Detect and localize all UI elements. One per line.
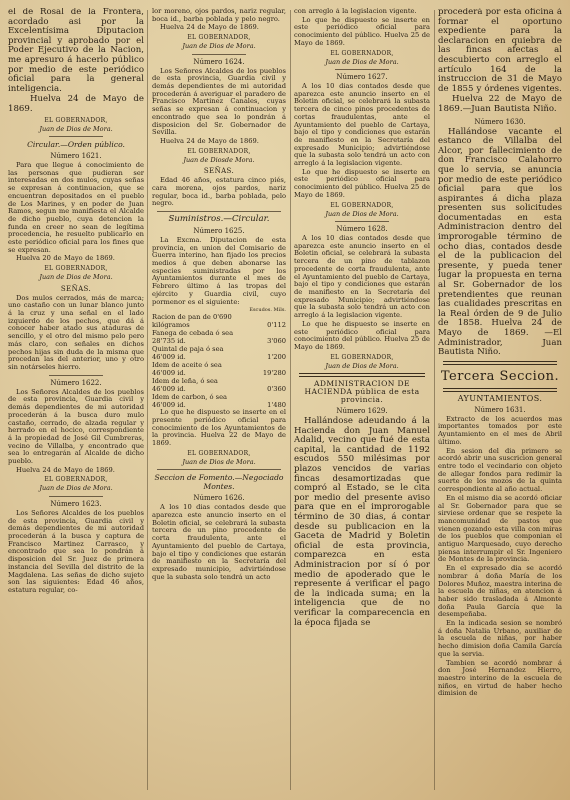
column-3 <box>294 8 430 792</box>
price-row: Idem de leña, ó sea <box>152 377 218 386</box>
date-line: Huelva 20 de Mayo de 1869. <box>16 254 115 263</box>
column-1 <box>8 8 144 792</box>
notice-body: A los 10 dias contados desde que aparezca este anuncio inserto en el Boletin oficial, se celebrará la subasta tercera de un pino de tablazon procedente de corta fraudulenta, ante el Ayuntamiento del pueblo de Cartaya, bajo el tipo y condiciones que estarán de manifiesto en la Secretaría del expresado Municipio; advirtiéndose que la subasta solo tendrá un acto con arreglo á la legislacion vigente. <box>294 234 430 320</box>
date-line: Huelva 24 de Mayo de 1869. <box>16 465 115 474</box>
notice-number: Número 1630. <box>474 117 526 126</box>
price-row: Fanega de cebada ó sea <box>152 329 234 338</box>
notice-body: Extracto de los acuerdos mas importantes tomados por este Ayuntamiento en el mes de Abril último. <box>438 414 562 446</box>
signature-title: EL GOBERNADOR, <box>44 476 108 484</box>
section-heading: AYUNTAMIENTOS. <box>457 393 543 403</box>
price-row: Quintal de paja ó sea <box>152 345 224 354</box>
column-2 <box>152 8 286 792</box>
price-row: Racion de pan de 0'690 <box>152 313 232 322</box>
signature-title: EL GOBERNADOR, <box>330 49 394 57</box>
intro-paragraph: el de Rosal de la Frontera, acordado asi por la Excelentísima Diputacion provincial y aprobado por el Poder Ejecutivo de la Nacion, me apresuro á hacerlo público por medio de este periódico oficial para la general inteligencia. <box>8 8 144 94</box>
notice-number: Número 1631. <box>474 405 526 414</box>
divider <box>49 375 103 376</box>
section-heading: Suministros.—Circular. <box>168 213 270 224</box>
notice-body: En la indicada sesion se nombró á doña Natalia Urbano, auxiliar de la escuela de niñas, por haber hecho dimision doña Camila García que la servia. <box>438 619 562 658</box>
notice-body: Lo que he dispuesto se inserte en este periódico oficial para conocimiento del público. Huelva 25 de Mayo de 1869. <box>294 167 430 199</box>
signature-title: EL GOBERNADOR, <box>44 265 108 273</box>
divider <box>49 136 103 137</box>
signature-name: Juan de Dios de Mora. <box>182 42 256 51</box>
date-line: Huelva 24 de Mayo de 1869. <box>160 23 259 32</box>
signature-name: Juan de Dios de Mora. <box>182 457 256 466</box>
date-line: Huelva 24 de Mayo de 1869. <box>160 136 259 145</box>
divider <box>335 69 389 70</box>
price-row: 28'735 id. 3'060 <box>152 337 286 346</box>
price-row: 46'009 id. 0'360 <box>152 385 286 394</box>
signature-title: EL GOBERNADOR, <box>187 449 251 457</box>
notice-body: Para que llegue á conocimiento de las personas que pudieran ser interesadas en dos mulos, cuyas señas se expresan á continuacion, que se encuentran depositados en el pueblo de Los Marines, y en poder de Juan Ramos, segun me manifiesta el Alcalde de dicho pueblo, cuya detencion la funda en creer no sean de legítima procedencia, he resuelto publicarlo en este periódico oficial para los fines que se expresan. <box>8 161 144 254</box>
signature-name: Juan de Dios de Mora. <box>39 124 113 133</box>
signature-title: EL GOBERNADOR, <box>187 147 251 155</box>
section-heading: ADMINISTRACION DE HACIENDA pública de esta provincia. <box>304 379 420 405</box>
divider <box>192 54 246 55</box>
notice-body: Los Señores Alcaldes de los pueblos de esta provincia, Guardia civil y demás dependientes de mi autoridad procederán á averiguar el paradero de Francisco Martinez Canales, cuyas señas se expresan á continuacion y encontrado que sea lo pondrán á disposicion del Sr. Gobernador de Sevilla. <box>152 66 286 137</box>
column-divider <box>434 10 435 790</box>
notice-body: Los Señores Alcaldes de los pueblos de esta provincia, Guardia civil y demás dependientes de mi autoridad procederán á la busca y captura de Francisco Martinez Carrasco, y encontrado que sea lo pondrán á disposicion del Sr. Juez de primera instancia del Sevilla del distrito de la Magdalena. Las señas de dicho sujeto son las siguientes: Edad 46 años, estatura regular, co- <box>8 508 144 594</box>
notice-number: Número 1623. <box>50 499 102 508</box>
notice-number: Número 1624. <box>193 57 245 66</box>
section-heading: Circular.—Orden público. <box>27 140 125 150</box>
notice-body: A los 10 dias contados desde que aparezca este anuncio inserto en el Boletin oficial, se celebrará la subasta tercera de cinco pinos procedentes de cortas fraudulentas, ante el Ayuntamiento del pueblo de Cartaya, bajo el tipo y condiciones que estarán de manifiesto en la Secretaría del expresado Municipio; advirtiéndose que la subasta solo tendrá un acto con arreglo á la legislacion vigente. <box>294 82 430 168</box>
column-4 <box>438 8 562 792</box>
notice-number: Número 1625. <box>193 226 245 235</box>
notice-body: En el expresado dia se acordó nombrar á doña María de los Dolores Muñoz, maestra interina de la escuela de niñas, en atencion á haber sido trasladada á Almonte doña Paula García que la desempeñaba. <box>438 564 562 619</box>
signature-name: Juan de Dios de Mora. <box>325 209 399 218</box>
notice-body: En sesion del dia primero se acordó abrir una suscricion general entre todo el vecindario con objeto de allegar fondos para redimir la suerte de los mozos de la quinta correspondiente al año actual. <box>438 446 562 494</box>
price-row: Idem de carbon, ó sea <box>152 393 228 402</box>
date-line: Huelva 24 de Mayo de 1869. <box>8 94 144 114</box>
notice-number: Número 1627. <box>336 73 388 82</box>
signature-title: EL GOBERNADOR, <box>330 353 394 361</box>
table-header: Escudos. Mils. <box>249 307 286 314</box>
signature-name: Juan de Dios de Mora. <box>325 57 399 66</box>
section-heading: Seccion de Fomento.—Negociado Montes. <box>154 473 284 492</box>
notice-number: Número 1626. <box>193 494 245 503</box>
notice-number: Número 1621. <box>50 152 102 161</box>
double-divider <box>443 388 557 392</box>
notice-number: Número 1622. <box>50 378 102 387</box>
notice-body: Lo que he dispuesto se inserte en el presente periódico oficial para conocimiento de los Ayuntamientos de la provincia. Huelva 22 de Mayo de 1869. <box>152 408 286 448</box>
notice-body: Los Señores Alcaldes de los pueblos de esta provincia, Guardia civil y demás dependientes de mi autoridad procederán á la busca duro mulo castaño, cerrado, de alzada regular y herrado en el hocico, correspondiente á la propiedad de José Gil Cumbreras, vecino de Villalba, y encontrado que sea lo entregarán al Alcalde de dicho pueblo. <box>8 387 144 466</box>
notice-body: Edad 46 años, estatura cinco piés, cara morena, ojos pardos, nariz regular, boca id., barba poblada, pelo negro. <box>152 176 286 208</box>
price-row: 46'009 id. 1'480 <box>152 401 286 410</box>
notice-body: lor moreno, ojos pardos, nariz regular, boca id., barba poblada y pelo negro. <box>152 8 286 23</box>
signature-name: Juan de Dios de Mora. <box>39 484 113 493</box>
signature-name: Juan de Dios de Mora. <box>325 361 399 370</box>
notice-body: Lo que he dispuesto se inserte en este periódico oficial para conocimiento del público. Huelva 25 de Mayo de 1869. <box>294 319 430 351</box>
notice-body: Hallándose adeudando á la Hacienda don Juan Manuel Adalid, vecino que fué de esta capital, la cantidad de 1192 escudos 550 milésimas por plazos vencidos de varias fincas desamortizadas que compró al Estado, se le cita por medio del presente aviso para que en el improrogable término de 30 dias, á contar desde su publicacion en la Gaceta de Madrid y Boletin oficial de esta provincia, comparezca en esta Administracion por sí ó por medio de apoderado que le represente á verificar el pago de la indicada suma; en la inteligencia que de no verificar la comparecencia en la época fijada se <box>294 416 430 628</box>
date-signature: Huelva 22 de Mayo de 1869.—Juan Bautista Niño. <box>438 94 562 114</box>
notice-number: Número 1628. <box>336 225 388 234</box>
notice-body: Hallándose vacante el estanco de Villalba del Alcor, por fallecimiento de don Francisco Calahorro que lo servia, se anuncia por medio de este periódico oficial para que los aspirantes á dicha plaza presenten sus solicitudes documentadas en esta Administracion dentro del improrogable término de ocho dias, contados desde el de la publicacion del presente, y pueda tener lugar la propuesta en terna al Sr. Gobernador de los pretendientes que reunan las cualidades prescritas en la Real órden de 9 de Julio de 1858. Huelva 24 de Mayo de 1869. —El Administrador, Juan Bautista Niño. <box>438 126 562 358</box>
price-row: 46'009 id. 19'280 <box>152 369 286 378</box>
divider <box>157 469 280 470</box>
section-heading: SEÑAS. <box>203 167 235 176</box>
double-divider <box>443 361 557 365</box>
section-heading: SEÑAS. <box>60 284 92 293</box>
price-row: Idem de aceite ó sea <box>152 361 222 370</box>
notice-body: La Excma. Diputacion de esta provincia, en union del Comisario de Guerra interino, han fijado los precios medios á que deben abonarse las especies suministradas por los Ayuntamientos durante el mes de Febrero último á las tropas del ejército y Guardia civil, cuyo pormenor es el siguiente: <box>152 235 286 306</box>
section-title: Tercera Seccion. <box>440 368 560 384</box>
notice-body: Dos mulos cerrados, más de marca; uno castaño con un lunar blanco junto á la cruz y una señal en el lado izquierdo de los pechos, que dá á conocer haber atado sus ataduras de sencillo, y el otro del mismo pelo pero más claro, con señales en dichos pechos hijas sin duda de la misma que procedan las del anterior, uno y otro sin notárseles hierro. <box>8 293 144 371</box>
signature-title: EL GOBERNADOR, <box>187 34 251 42</box>
signature-title: EL GOBERNADOR, <box>330 201 394 209</box>
column-divider <box>147 10 148 790</box>
notice-body: procederá por esta oficina á formar el oportuno expediente para la declaracion en quiebra de las fincas afectas al descubierto con arreglo el artículo 164 de la instruccion de 31 de Mayo de 1855 y órdenes vigentes. <box>438 8 562 94</box>
notice-body: En el mismo dia se acordó oficiar al Sr. Gobernador para que se sirviese ordenar que se respete la mancomunidad de pastos que vienen gozando esta villa con miras de los pueblos que componian el antiguo Marquesado, cuyo derecho piensa interrumpir el Sr. Ingeniero de Montes de la provincia. <box>438 493 562 564</box>
column-divider <box>290 10 291 790</box>
divider <box>335 221 389 222</box>
price-row: kilógramos 0'112 <box>152 321 286 330</box>
divider <box>49 496 103 497</box>
notice-number: Número 1629. <box>336 407 388 416</box>
notice-body: Tambien se acordó nombrar á don José Hernandez Hierro, maestro interino de la escuela de niños, en virtud de haber hecho dimision de <box>438 658 562 698</box>
signature-title: EL GOBERNADOR, <box>44 116 108 124</box>
signature-name: Juan de Diosde Mora. <box>183 155 255 164</box>
notice-body: con arreglo á la legislacion vigente. <box>294 8 417 15</box>
price-row: 46'009 id. 1'200 <box>152 353 286 362</box>
notice-body: Lo que he dispuesto se inserte en este periódico oficial para conocimiento del público. Huelva 25 de Mayo de 1869. <box>294 15 430 47</box>
double-divider <box>299 373 424 377</box>
divider <box>157 211 280 212</box>
signature-name: Juan de Dios de Mora. <box>39 273 113 282</box>
notice-body: A los 10 dias contados desde que aparezca este anuncio inserto en el Boletin oficial, se celebrará la subasta tercera de un pino procedente de corta fraudulenta, ante el Ayuntamiento del pueblo de Cartaya, bajo el tipo y condiciones que estarán de manifiesto en la Secretaría del expresado municipio, advirtiéndose que la subasta solo tendrá un acto <box>152 503 286 581</box>
